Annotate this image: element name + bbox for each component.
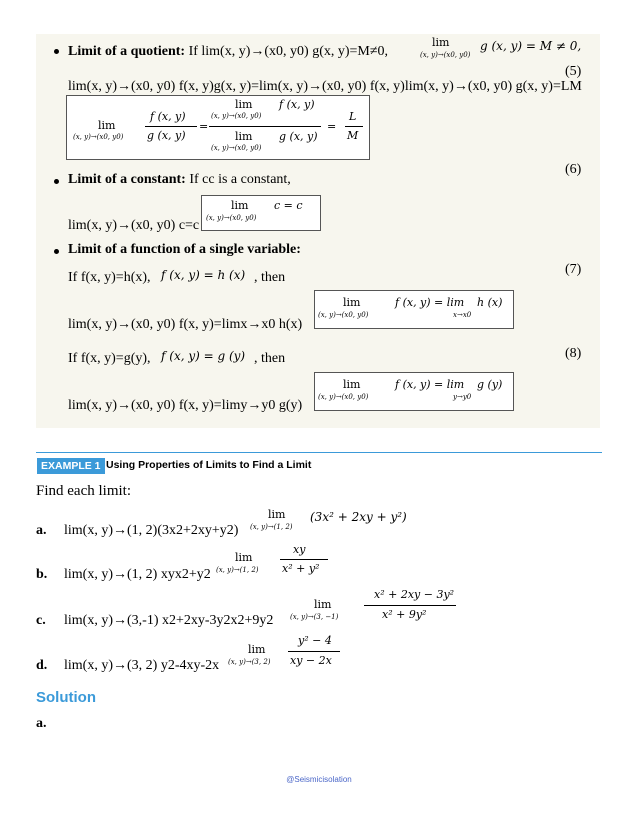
single-variable-rule-title: Limit of a function of a single variable: bbox=[68, 242, 301, 257]
lim-subscript: (x, y)→(1, 2) bbox=[216, 566, 259, 574]
lim-subscript: y→y0 bbox=[453, 393, 472, 401]
denominator: g (x, y) bbox=[279, 130, 318, 143]
numerator: x² + 2xy − 3y² bbox=[374, 588, 455, 601]
lim-operator: lim bbox=[343, 378, 361, 391]
denominator: g (x, y) bbox=[147, 129, 186, 142]
equation-number: (6) bbox=[565, 162, 582, 177]
bullet-icon bbox=[54, 49, 59, 54]
quotient-rule-line bbox=[68, 44, 388, 60]
lim-subscript: (x, y)→(x0, y0) bbox=[206, 214, 257, 222]
then-text: , then bbox=[254, 270, 286, 285]
numerator: L bbox=[349, 110, 357, 123]
item-label: c. bbox=[36, 613, 46, 628]
numerator: y² − 4 bbox=[298, 634, 332, 647]
constant-rule-text-after: c is a constant, bbox=[208, 172, 291, 187]
lim-subscript: (x, y)→(1, 2) bbox=[250, 523, 293, 531]
constant-rule-text: If c bbox=[189, 172, 209, 187]
then-text: , then bbox=[254, 351, 286, 366]
item-label: b. bbox=[36, 567, 48, 582]
quotient-rule-formula-text: lim(x, y)→(x0, y0) f(x, y)g(x, y)=lim(x, y)→(x0, y0) f(x, y)lim(x, y)→(x0, y0) g(x, y)=LM bbox=[68, 79, 582, 94]
bullet-icon bbox=[54, 179, 59, 184]
constant-rule-line bbox=[68, 172, 291, 188]
limit-expression: (3x² + 2xy + y²) bbox=[310, 510, 407, 524]
footer-watermark: @Seismicisolation bbox=[286, 775, 352, 784]
constant-expression: c = c bbox=[274, 199, 303, 212]
lim-operator: lim bbox=[231, 199, 249, 212]
lim-operator: lim bbox=[314, 598, 332, 611]
quotient-formula-box bbox=[66, 95, 370, 160]
lim-operator: lim bbox=[268, 508, 286, 521]
equation-number: (5) bbox=[565, 64, 582, 79]
single-variable-formula-h-text: lim(x, y)→(x0, y0) f(x, y)=limx→x0 h(x) bbox=[68, 317, 303, 332]
condition-text: If f(x, y)=g(y), bbox=[68, 351, 151, 366]
lim-operator: lim bbox=[432, 36, 450, 49]
constant-rule-formula-text: lim(x, y)→(x0, y0) c=c bbox=[68, 218, 200, 233]
bullet-icon bbox=[54, 249, 59, 254]
h-of-x: h (x) bbox=[477, 296, 503, 309]
f-eq-lim: f (x, y) = lim bbox=[395, 378, 465, 391]
lim-subscript: (x, y)→(3, −1) bbox=[290, 613, 339, 621]
equation-number: (8) bbox=[565, 346, 582, 361]
lim-subscript: (x, y)→(x0, y0) bbox=[318, 393, 369, 401]
single-variable-formula-box-h bbox=[314, 290, 514, 329]
lim-subscript: (x, y)→(x0, y0) bbox=[211, 112, 262, 120]
f-eq-lim: f (x, y) = lim bbox=[395, 296, 465, 309]
lim-operator: lim bbox=[235, 98, 253, 111]
lim-subscript: (x, y)→(x0, y0) bbox=[211, 144, 262, 152]
example-badge: EXAMPLE 1 bbox=[37, 458, 105, 474]
single-variable-condition-h bbox=[68, 270, 151, 286]
single-variable-condition-g bbox=[68, 351, 151, 367]
lim-subscript: (x, y)→(x0, y0) bbox=[73, 133, 124, 141]
fraction-bar bbox=[280, 559, 328, 560]
fraction-bar bbox=[345, 126, 363, 127]
fraction-bar bbox=[209, 126, 321, 127]
lim-subscript: (x, y)→(3, 2) bbox=[228, 658, 271, 666]
numerator: xy bbox=[293, 543, 306, 556]
fraction-bar bbox=[364, 605, 456, 606]
g-of-y: g (y) bbox=[477, 378, 503, 391]
lim-operator: lim bbox=[98, 119, 116, 132]
lim-subscript: (x, y)→(x0, y0) bbox=[318, 311, 369, 319]
f-eq-g-expression: f (x, y) = g (y) bbox=[161, 349, 246, 363]
item-label: d. bbox=[36, 658, 48, 673]
condition-text: If f(x, y)=h(x), bbox=[68, 270, 151, 285]
quotient-rule-condition: If lim(x, y)→(x0, y0) g(x, y)=M≠0, bbox=[188, 44, 389, 59]
numerator: f (x, y) bbox=[279, 98, 315, 111]
denominator: M bbox=[347, 129, 359, 142]
equals-sign: = bbox=[199, 120, 209, 133]
single-variable-formula-g-text: lim(x, y)→(x0, y0) f(x, y)=limy→y0 g(y) bbox=[68, 398, 303, 413]
lim-subscript: (x, y)→(x0, y0) bbox=[420, 51, 471, 59]
item-text: lim(x, y)→(3, 2) y2-4xy-2x bbox=[64, 658, 220, 673]
single-variable-formula-box-g bbox=[314, 372, 514, 411]
quotient-rule-title: Limit of a quotient: bbox=[68, 44, 186, 59]
constant-rule-title: Limit of a constant: bbox=[68, 172, 186, 187]
example-title: Using Properties of Limits to Find a Limit bbox=[106, 459, 312, 471]
item-text: lim(x, y)→(1, 2) xyx2+y2 bbox=[64, 567, 211, 582]
lim-subscript: x→x0 bbox=[453, 311, 472, 319]
numerator: f (x, y) bbox=[150, 110, 186, 123]
item-text: lim(x, y)→(1, 2)(3x2+2xy+y2) bbox=[64, 523, 239, 538]
fraction-bar bbox=[145, 126, 197, 127]
denominator: xy − 2x bbox=[290, 654, 332, 667]
lim-operator: lim bbox=[235, 551, 253, 564]
equation-number: (7) bbox=[565, 262, 582, 277]
lim-operator: lim bbox=[235, 130, 253, 143]
fraction-bar bbox=[288, 651, 340, 652]
denominator: x² + y² bbox=[282, 562, 320, 575]
solution-part-a-label: a. bbox=[36, 716, 47, 731]
lim-operator: lim bbox=[248, 643, 266, 656]
g-neq-expression: g (x, y) = M ≠ 0, bbox=[480, 39, 582, 53]
f-eq-h-expression: f (x, y) = h (x) bbox=[161, 268, 246, 282]
item-text: lim(x, y)→(3,-1) x2+2xy-3y2x2+9y2 bbox=[64, 613, 274, 628]
equals-sign: = bbox=[327, 120, 337, 133]
item-label: a. bbox=[36, 523, 47, 538]
denominator: x² + 9y² bbox=[382, 608, 427, 621]
example-divider bbox=[36, 452, 602, 453]
lim-operator: lim bbox=[343, 296, 361, 309]
example-intro: Find each limit: bbox=[36, 483, 131, 499]
constant-formula-box bbox=[201, 195, 321, 231]
solution-heading: Solution bbox=[36, 689, 96, 706]
